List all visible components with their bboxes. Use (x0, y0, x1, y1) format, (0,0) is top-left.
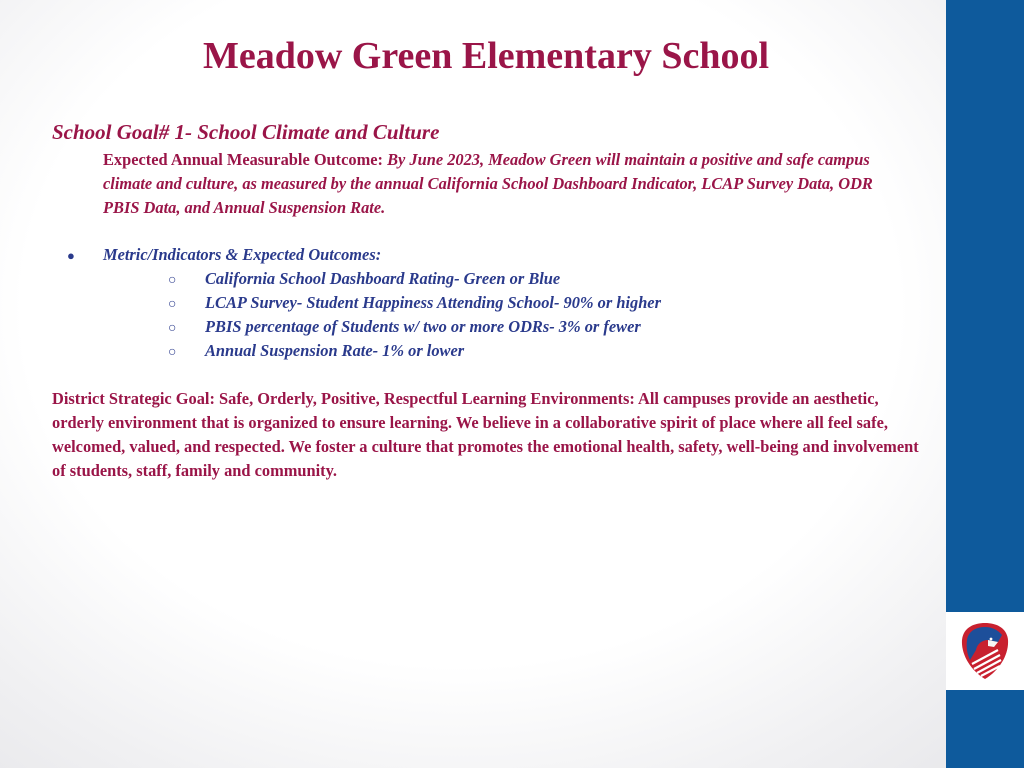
outcome-text: LCAP Survey- Student Happiness Attending School- 90% or higher (205, 293, 661, 312)
circle-bullet-icon: ○ (168, 297, 177, 312)
metrics-heading: Metric/Indicators & Expected Outcomes: (103, 245, 382, 264)
outcomes-list (168, 267, 661, 363)
bullet-icon: ● (67, 248, 75, 263)
circle-bullet-icon: ○ (168, 345, 177, 360)
logo-container (946, 612, 1024, 690)
outcome-text: California School Dashboard Rating- Green or Blue (205, 269, 561, 288)
outcome-item (168, 315, 661, 339)
expected-outcome-label: Expected Annual Measurable Outcome: (103, 150, 383, 169)
outcome-item (168, 291, 661, 315)
page-title: Meadow Green Elementary School (202, 35, 770, 77)
circle-bullet-icon: ○ (168, 273, 177, 288)
district-goal-paragraph: District Strategic Goal: Safe, Orderly, Positive, Respectful Learning Environments: All campuses provide an aesthetic, orderly environment that is organized to ensure learning. We believe in a collaborative spirit of place where all feel safe, welcomed, valued, and respected. We foster a culture that promotes the emotional health, safety, well-being and involvement of students, staff, family and community. (52, 389, 919, 480)
outcome-item (168, 267, 661, 291)
goal-heading: School Goal# 1- School Climate and Culture (52, 120, 440, 144)
outcome-text: Annual Suspension Rate- 1% or lower (205, 341, 465, 360)
expected-outcome-text: By June 2023, Meadow Green will maintain a positive and safe campus climate and culture, as measured by the annual California School Dashboard Indicator, LCAP Survey Data, ODR PBIS Data, and Annual Suspension Rate. (103, 150, 873, 217)
outcome-text: PBIS percentage of Students w/ two or more ODRs- 3% or fewer (205, 317, 641, 336)
eagle-shield-icon (958, 620, 1012, 682)
outcome-item (168, 339, 661, 363)
expected-outcome-paragraph (103, 148, 913, 220)
circle-bullet-icon: ○ (168, 321, 177, 336)
